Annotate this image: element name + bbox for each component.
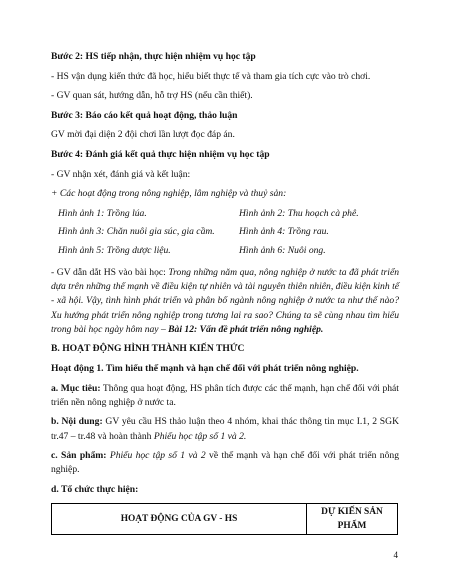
page-number: 4 xyxy=(393,550,398,560)
image-answer-list xyxy=(51,207,399,262)
product xyxy=(51,449,399,477)
step2-line1: - HS vận dụng kiến thức đã học, hiểu biết thực tế và tham gia tích cực vào trò chơi. xyxy=(51,70,371,82)
table-header-gv-hs: HOẠT ĐỘNG CỦA GV - HS xyxy=(52,503,307,534)
section-b-heading: B. HOẠT ĐỘNG HÌNH THÀNH KIẾN THỨC xyxy=(51,343,245,355)
image-answer-item: Hình ảnh 3: Chăn nuôi gia súc, gia cầm. xyxy=(58,226,215,238)
step2-line2: - GV quan sát, hướng dẫn, hỗ trợ HS (nếu cần thiết). xyxy=(51,90,253,102)
image-answer-item: Hình ảnh 6: Nuôi ong. xyxy=(239,244,326,256)
step3-line1: GV mời đại diện 2 đội chơi lần lượt đọc đáp án. xyxy=(51,129,235,141)
content-label: b. Nội dung: xyxy=(51,416,103,428)
intro-lead: - GV dẫn dắt HS vào bài học: xyxy=(51,266,169,278)
product-worksheet: Phiếu học tập số 1 và 2 xyxy=(106,450,206,462)
answer-heading: + Các hoạt động trong nông nghiệp, lâm nghiệp và thuỷ sản: xyxy=(51,188,287,200)
step2-title: Bước 2: HS tiếp nhận, thực hiện nhiệm vụ học tập xyxy=(51,51,256,62)
image-answer-item: Hình ảnh 4: Trồng rau. xyxy=(239,226,329,238)
intro-text: Trong những năm qua, nông nghiệp ở nước ta đã phát triển dựa trên những thế mạnh về điều kiện tự nhiên và tài nguyên thiên nhiên, điều kiện kinh tế - xã hội. Vậy, tình hình phát triển và phân bố ngành nông nghiệp ở nước ta như thế nào? Xu hướng phát triển nông nghiệp trong tương lai ra sao? Chúng ta sẽ cùng nhau tìm hiểu trong bài học ngày hôm nay – xyxy=(51,266,400,335)
product-text: về thế mạnh và hạn chế đối với phát triển nông nghiệp. xyxy=(51,450,399,476)
step3-title: Bước 3: Báo cáo kết quả hoạt động, thảo luận xyxy=(51,109,238,121)
content-text: GV yêu cầu HS thảo luận theo 4 nhóm, khai thác thông tin mục I.1, 2 SGK tr.47 – tr.48 và hoàn thành xyxy=(51,416,399,442)
image-answer-item: Hình ảnh 1: Trồng lúa. xyxy=(58,207,147,219)
image-answer-item: Hình ảnh 2: Thu hoạch cà phê. xyxy=(239,207,359,219)
objective xyxy=(51,382,399,410)
step4-title: Bước 4: Đánh giá kết quả thực hiện nhiệm vụ học tập xyxy=(51,148,270,160)
lesson-title: Bài 12: Vấn đề phát triển nông nghiệp. xyxy=(168,323,324,335)
lesson-intro xyxy=(51,266,399,337)
organization-heading: d. Tổ chức thực hiện: xyxy=(51,483,139,495)
objective-text: Thông qua hoạt động, HS phân tích được các thế mạnh, hạn chế đối với phát triển nền nông nghiệp ở nước ta. xyxy=(51,382,399,408)
image-answer-item: Hình ảnh 5: Trồng dược liệu. xyxy=(58,244,171,256)
objective-label: a. Mục tiêu: xyxy=(51,382,101,394)
content xyxy=(51,415,399,443)
activity-table xyxy=(51,503,398,535)
document-page xyxy=(51,50,399,535)
product-label: c. Sản phẩm: xyxy=(51,450,107,462)
step4-line1: - GV nhận xét, đánh giá và kết luận: xyxy=(51,168,191,180)
table-header-product: DỰ KIẾN SẢN PHẨM xyxy=(307,503,398,534)
activity1-heading: Hoạt động 1. Tìm hiểu thế mạnh và hạn chế đối với phát triển nông nghiệp. xyxy=(51,362,359,374)
table-header-row xyxy=(52,503,398,534)
content-worksheet: Phiếu học tập số 1 và 2. xyxy=(153,430,247,442)
